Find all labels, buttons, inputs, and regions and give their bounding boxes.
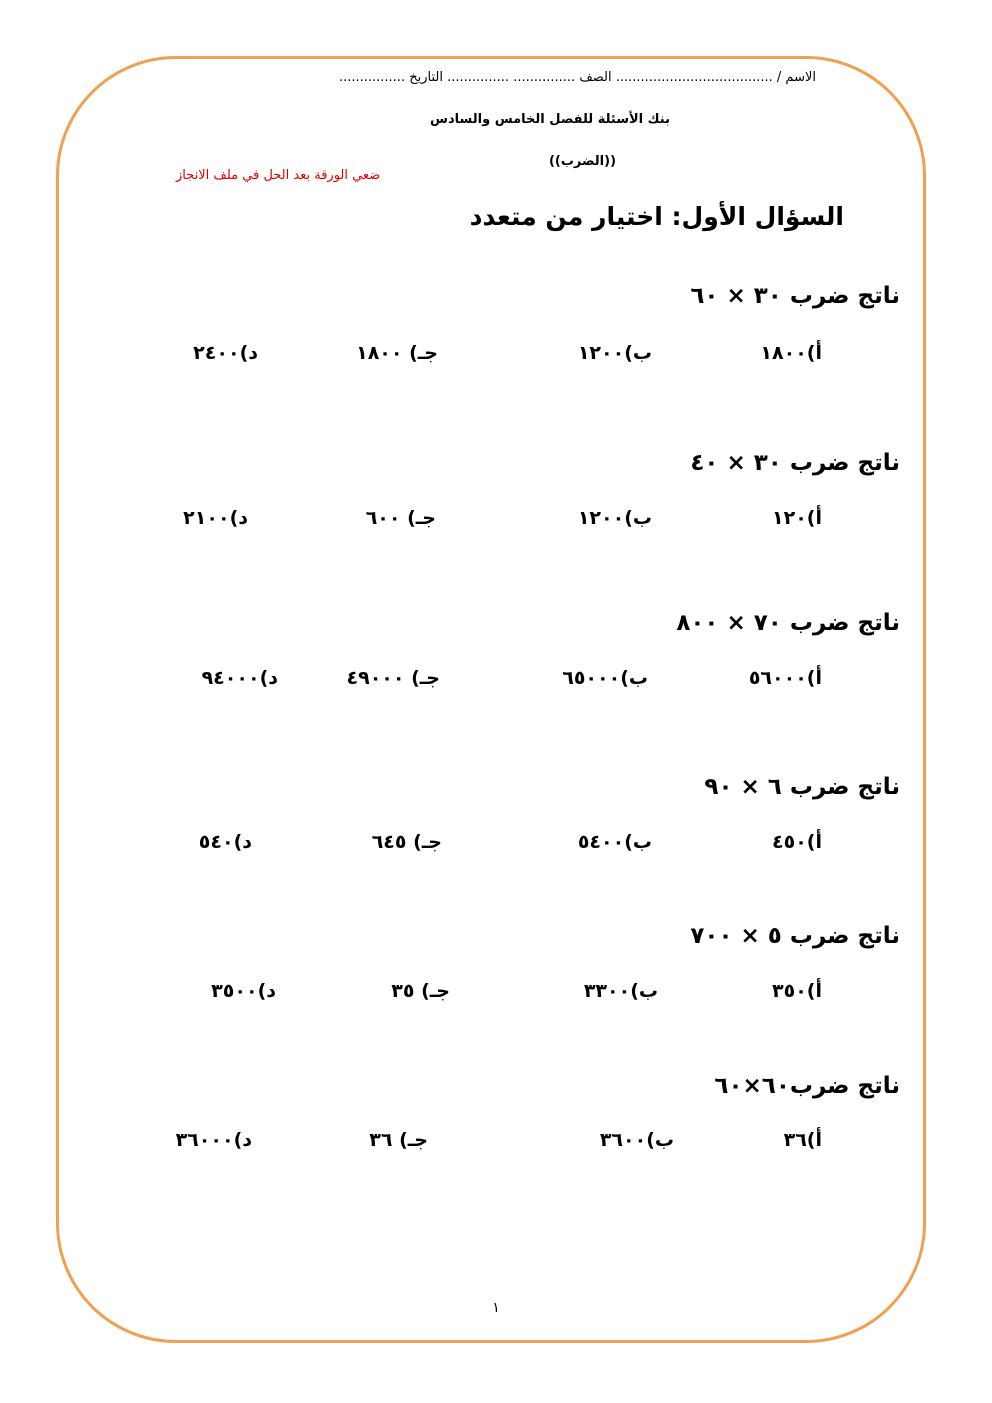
instruction-note: ضعي الورقة بعد الحل في ملف الانجاز <box>176 168 381 183</box>
student-info-line: الاسم / ...................................... الصف ............... ............... التاريخ ................ <box>338 70 816 85</box>
q6-option-c[interactable]: جـ) ٣٦ <box>369 1129 428 1151</box>
q1-option-a[interactable]: أ)١٨٠٠ <box>760 342 822 364</box>
question-4: ناتج ضرب ٦ × ٩٠ <box>704 774 900 800</box>
q3-option-d[interactable]: د)٩٤٠٠٠ <box>201 667 278 689</box>
q4-option-c[interactable]: جـ) ٦٤٥ <box>371 831 442 853</box>
q6-option-d[interactable]: د)٣٦٠٠٠ <box>175 1129 252 1151</box>
q1-option-c[interactable]: جـ) ١٨٠٠ <box>356 342 438 364</box>
question-3: ناتج ضرب ٧٠ × ٨٠٠ <box>676 610 900 636</box>
q3-option-c[interactable]: جـ) ٤٩٠٠٠ <box>346 667 440 689</box>
q2-option-a[interactable]: أ)١٢٠ <box>772 507 822 529</box>
q5-option-a[interactable]: أ)٣٥٠ <box>772 980 822 1002</box>
q5-option-b[interactable]: ب)٣٣٠٠ <box>583 980 658 1002</box>
q2-option-b[interactable]: ب)١٢٠٠ <box>577 507 652 529</box>
q4-option-a[interactable]: أ)٤٥٠ <box>772 831 822 853</box>
question-2: ناتج ضرب ٣٠ × ٤٠ <box>690 450 900 476</box>
question-5: ناتج ضرب ٥ × ٧٠٠ <box>690 923 900 949</box>
q2-option-c[interactable]: جـ) ٦٠٠ <box>365 507 436 529</box>
q1-option-d[interactable]: د)٢٤٠٠ <box>193 342 258 364</box>
q6-option-b[interactable]: ب)٣٦٠٠ <box>599 1129 674 1151</box>
q3-option-b[interactable]: ب)٦٥٠٠٠ <box>562 667 648 689</box>
q6-option-a[interactable]: أ)٣٦ <box>783 1129 822 1151</box>
section-title: السؤال الأول: اختيار من متعدد <box>469 202 844 231</box>
question-6: ناتج ضرب٦٠×٦٠ <box>714 1073 900 1099</box>
page-number: ١ <box>492 1300 500 1316</box>
q3-option-a[interactable]: أ)٥٦٠٠٠ <box>748 667 822 689</box>
q4-option-b[interactable]: ب)٥٤٠٠ <box>577 831 652 853</box>
question-1: ناتج ضرب ٣٠ × ٦٠ <box>690 283 900 309</box>
q2-option-d[interactable]: د)٢١٠٠ <box>183 507 248 529</box>
q5-option-d[interactable]: د)٣٥٠٠ <box>211 980 276 1002</box>
q5-option-c[interactable]: جـ) ٣٥ <box>391 980 450 1002</box>
q1-option-b[interactable]: ب)١٢٠٠ <box>577 342 652 364</box>
worksheet-subtitle: بنك الأسئلة للفصل الخامس والسادس <box>430 112 670 127</box>
worksheet-topic: ((الضرب)) <box>548 154 617 169</box>
q4-option-d[interactable]: د)٥٤٠ <box>198 831 252 853</box>
